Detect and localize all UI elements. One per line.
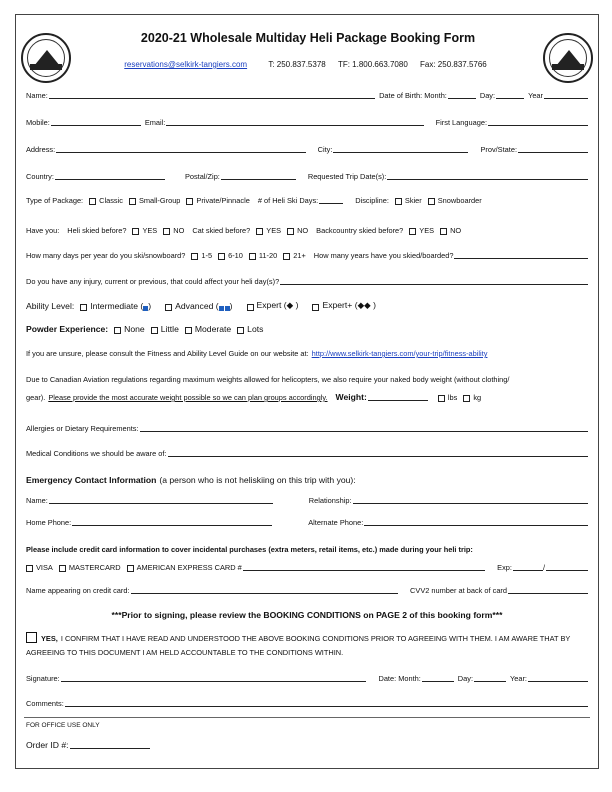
backcountry-before-label: Backcountry skied before?: [316, 226, 404, 235]
heli-before-label: Heli skied before?: [67, 226, 127, 235]
package-private-checkbox[interactable]: [186, 198, 193, 205]
confirm-checkbox[interactable]: [26, 632, 37, 643]
cat-yes-checkbox[interactable]: [256, 228, 263, 235]
phone-number: T: 250.837.5378: [268, 60, 326, 69]
package-classic-label: Classic: [99, 196, 123, 205]
allergies-field[interactable]: [140, 424, 588, 432]
comments-label: Comments:: [26, 699, 64, 708]
heli-yes-checkbox[interactable]: [132, 228, 139, 235]
emergency-name-label: Name:: [26, 496, 48, 505]
mobile-field[interactable]: [51, 118, 141, 126]
discipline-snowboarder-checkbox[interactable]: [428, 198, 435, 205]
prov-field[interactable]: [518, 145, 588, 153]
powder-none-label: None: [124, 324, 145, 334]
ability-intermediate-label: Intermediate (: [90, 301, 144, 311]
sign-year-field[interactable]: [528, 674, 588, 682]
confirm-row-2: [26, 648, 588, 657]
signature-row: [26, 674, 588, 683]
payment-heading-row: [26, 545, 588, 554]
order-id-row: [26, 740, 588, 750]
unsure-text: If you are unsure, please consult the Fitness and Ability Level Guide on our website at:: [26, 349, 309, 358]
aviation-text: Due to Canadian Aviation regulations regarding maximum weights allowed for helicopters, we also require your naked body weight (without clothing/: [26, 375, 510, 384]
card-mastercard-label: MASTERCARD: [68, 563, 121, 572]
days-1-5-label: 1-5: [201, 251, 213, 260]
powder-moderate-label: Moderate: [194, 324, 232, 334]
card-mastercard-checkbox[interactable]: [59, 565, 66, 572]
powder-label: Powder Experience:: [26, 324, 109, 334]
payment-heading: Please include credit card information to cover incidental purchases (extra meters, retail items, etc.) made during your heli trip:: [26, 545, 473, 554]
tollfree-number: TF: 1.800.663.7080: [337, 60, 408, 69]
powder-moderate-checkbox[interactable]: [185, 327, 192, 334]
discipline-skier-checkbox[interactable]: [395, 198, 402, 205]
alt-phone-label: Alternate Phone:: [308, 518, 364, 527]
reservations-email-link[interactable]: reservations@selkirk-tangiers.com: [124, 60, 248, 69]
emergency-heading: Emergency Contact Information: [26, 475, 157, 485]
allergies-label: Allergies or Dietary Requirements:: [26, 424, 139, 433]
sign-month-field[interactable]: [422, 674, 454, 682]
injury-label: Do you have any injury, current or previous, that could affect your heli day(s)?: [26, 277, 280, 286]
fax-number: Fax: 250.837.5766: [420, 60, 487, 69]
conditions-notice: ***Prior to signing, please review the BOOKING CONDITIONS on PAGE 2 of this booking form***: [111, 610, 503, 620]
country-row: [26, 172, 588, 181]
powder-row: [26, 324, 588, 334]
powder-none-checkbox[interactable]: [114, 327, 121, 334]
country-label: Country:: [26, 172, 54, 181]
discipline-snowboarder-label: Snowboarder: [437, 196, 482, 205]
ability-expert-plus-checkbox[interactable]: [312, 304, 319, 311]
dob-day-field[interactable]: [496, 91, 524, 99]
cat-no-label: NO: [297, 226, 309, 235]
ability-row: [26, 300, 588, 311]
ability-advanced-close: ): [229, 301, 233, 311]
postal-field[interactable]: [221, 172, 296, 180]
medical-row: [26, 449, 588, 458]
powder-little-checkbox[interactable]: [151, 327, 158, 334]
sign-day-label: Day:: [457, 674, 473, 683]
aviation-note-row: [26, 375, 588, 384]
emergency-name-field[interactable]: [49, 496, 273, 504]
email-label: Email:: [144, 118, 166, 127]
package-small-group-label: Small-Group: [138, 196, 181, 205]
cvv-field[interactable]: [508, 586, 588, 594]
name-label: Name:: [26, 91, 48, 100]
weight-label: Weight:: [335, 392, 367, 402]
package-private-label: Private/Pinnacle: [196, 196, 250, 205]
card-name-field[interactable]: [131, 586, 399, 594]
fitness-ability-link[interactable]: http://www.selkirk-tangiers.com/your-trip/fitness-ability: [311, 349, 488, 358]
exp-label: Exp:: [497, 563, 512, 572]
emergency-phone-row: [26, 518, 588, 527]
weight-lbs-checkbox[interactable]: [438, 395, 445, 402]
sign-year-label: Year:: [510, 674, 527, 683]
medical-field[interactable]: [168, 449, 588, 457]
package-small-group-checkbox[interactable]: [129, 198, 136, 205]
mobile-label: Mobile:: [26, 118, 50, 127]
injury-row: [26, 277, 588, 286]
days-21-plus-label: 21+: [293, 251, 306, 260]
ability-expert-label: Expert (◆ ): [256, 300, 299, 310]
weight-kg-checkbox[interactable]: [463, 395, 470, 402]
card-name-label: Name appearing on credit card:: [26, 586, 130, 595]
card-name-row: [26, 586, 588, 595]
years-label: How many years have you skied/boarded?: [313, 251, 454, 260]
backcountry-yes-checkbox[interactable]: [409, 228, 416, 235]
package-row: [26, 196, 588, 205]
heli-no-checkbox[interactable]: [163, 228, 170, 235]
card-type-row: [26, 563, 588, 572]
exp-month-field[interactable]: [513, 563, 543, 571]
ability-label: Ability Level:: [26, 301, 75, 311]
card-visa-label: VISA: [36, 563, 53, 572]
powder-lots-label: Lots: [247, 324, 264, 334]
signature-label: Signature:: [26, 674, 60, 683]
address-label: Address:: [26, 145, 56, 154]
ski-days-label: # of Heli Ski Days:: [257, 196, 319, 205]
exp-separator: /: [542, 563, 545, 572]
exp-year-field[interactable]: [546, 563, 588, 571]
emergency-heading-row: [26, 475, 588, 485]
cat-yes-label: YES: [266, 226, 282, 235]
days-21-plus-checkbox[interactable]: [283, 253, 290, 260]
order-id-field[interactable]: [70, 741, 150, 749]
confirm-yes: YES,: [41, 634, 58, 643]
emergency-subheading: (a person who is not heliskiing on this trip with you):: [159, 475, 356, 485]
ability-expert-checkbox[interactable]: [247, 304, 254, 311]
order-id-label: Order ID #:: [26, 740, 69, 750]
years-field[interactable]: [454, 251, 588, 259]
sign-day-field[interactable]: [474, 674, 506, 682]
home-phone-label: Home Phone:: [26, 518, 72, 527]
days-1-5-checkbox[interactable]: [191, 253, 198, 260]
mobile-row: [26, 118, 588, 127]
discipline-label: Discipline:: [355, 196, 389, 205]
cvv-label: CVV2 number at back of card: [410, 586, 507, 595]
allergies-row: [26, 424, 588, 433]
ability-advanced-checkbox[interactable]: [165, 304, 172, 311]
trip-dates-label: Requested Trip Date(s):: [307, 172, 387, 181]
weight-lbs-label: lbs: [447, 393, 458, 402]
days-11-20-checkbox[interactable]: [249, 253, 256, 260]
powder-lots-checkbox[interactable]: [237, 327, 244, 334]
backcountry-yes-label: YES: [419, 226, 435, 235]
dob-month-field[interactable]: [448, 91, 476, 99]
accurate-weight-text: Please provide the most accurate weight possible so we can plan groups accordingly.: [48, 393, 328, 402]
backcountry-no-label: NO: [450, 226, 462, 235]
prov-label: Prov/State:: [480, 145, 517, 154]
backcountry-no-checkbox[interactable]: [440, 228, 447, 235]
address-row: [26, 145, 588, 154]
weight-row: [26, 392, 588, 402]
city-field[interactable]: [333, 145, 468, 153]
package-label: Type of Package:: [26, 196, 84, 205]
name-row: [26, 91, 588, 100]
cat-before-label: Cat skied before?: [192, 226, 251, 235]
have-you-label: Have you:: [26, 226, 60, 235]
address-field[interactable]: [56, 145, 305, 153]
contact-line: [16, 60, 600, 69]
confirm-text-line1: I CONFIRM THAT I HAVE READ AND UNDERSTOOD THE ABOVE BOOKING CONDITIONS PRIOR TO AGREEING WITH THEM. I AM AWARE THAT BY: [60, 634, 571, 643]
dob-month-label: Date of Birth: Month:: [379, 91, 447, 100]
office-divider: [24, 717, 590, 718]
injury-field[interactable]: [280, 277, 588, 285]
trip-dates-field[interactable]: [387, 172, 588, 180]
dob-year-field[interactable]: [544, 91, 588, 99]
postal-label: Postal/Zip:: [184, 172, 220, 181]
relationship-label: Relationship:: [308, 496, 352, 505]
package-classic-checkbox[interactable]: [89, 198, 96, 205]
booking-form-page: [15, 14, 599, 769]
first-language-label: First Language:: [435, 118, 487, 127]
fitness-guide-row: [26, 349, 588, 358]
gear-text: gear).: [26, 393, 46, 402]
confirm-text-line2: AGREEING TO THIS DOCUMENT I AM HELD ACCOUNTABLE TO THE CONDITIONS WITHIN.: [26, 648, 344, 657]
card-number-field[interactable]: [243, 563, 485, 571]
card-amex-label: AMERICAN EXPRESS CARD #: [136, 563, 242, 572]
ski-days-field[interactable]: [319, 196, 343, 204]
country-field[interactable]: [55, 172, 165, 180]
office-use-row: [26, 722, 588, 729]
powder-little-label: Little: [160, 324, 179, 334]
heli-yes-label: YES: [142, 226, 158, 235]
ability-expert-plus-label: Expert+ (◆◆ ): [322, 300, 377, 310]
card-amex-checkbox[interactable]: [127, 565, 134, 572]
relationship-field[interactable]: [353, 496, 588, 504]
email-field[interactable]: [166, 118, 423, 126]
comments-row: [26, 699, 588, 708]
conditions-notice-row: [26, 610, 588, 620]
days-6-10-checkbox[interactable]: [218, 253, 225, 260]
ability-intermediate-checkbox[interactable]: [80, 304, 87, 311]
home-phone-field[interactable]: [72, 518, 272, 526]
office-use-label: FOR OFFICE USE ONLY: [26, 722, 100, 729]
sign-month-label: Date: Month:: [378, 674, 421, 683]
card-visa-checkbox[interactable]: [26, 565, 33, 572]
ability-intermediate-close: ): [148, 301, 152, 311]
alt-phone-field[interactable]: [364, 518, 588, 526]
weight-field[interactable]: [368, 393, 428, 401]
name-field[interactable]: [49, 91, 375, 99]
heli-no-label: NO: [173, 226, 185, 235]
days-11-20-label: 11-20: [258, 251, 278, 260]
emergency-name-row: [26, 496, 588, 505]
cat-no-checkbox[interactable]: [287, 228, 294, 235]
comments-field[interactable]: [65, 699, 588, 707]
weight-kg-label: kg: [473, 393, 482, 402]
form-title: 2020-21 Wholesale Multiday Heli Package Booking Form: [140, 31, 476, 45]
confirm-row: [26, 632, 588, 643]
first-language-field[interactable]: [488, 118, 588, 126]
blue-square-icon: [219, 306, 224, 311]
ability-advanced-label: Advanced (: [175, 301, 219, 311]
days-per-year-label: How many days per year do you ski/snowboard?: [26, 251, 186, 260]
discipline-skier-label: Skier: [404, 196, 422, 205]
days-per-year-row: [26, 251, 588, 260]
dob-year-label: Year: [528, 91, 543, 100]
signature-field[interactable]: [61, 674, 367, 682]
medical-label: Medical Conditions we should be aware of:: [26, 449, 167, 458]
city-label: City:: [317, 145, 333, 154]
dob-day-label: Day:: [479, 91, 496, 100]
days-6-10-label: 6-10: [228, 251, 243, 260]
prior-experience-row: [26, 226, 588, 235]
